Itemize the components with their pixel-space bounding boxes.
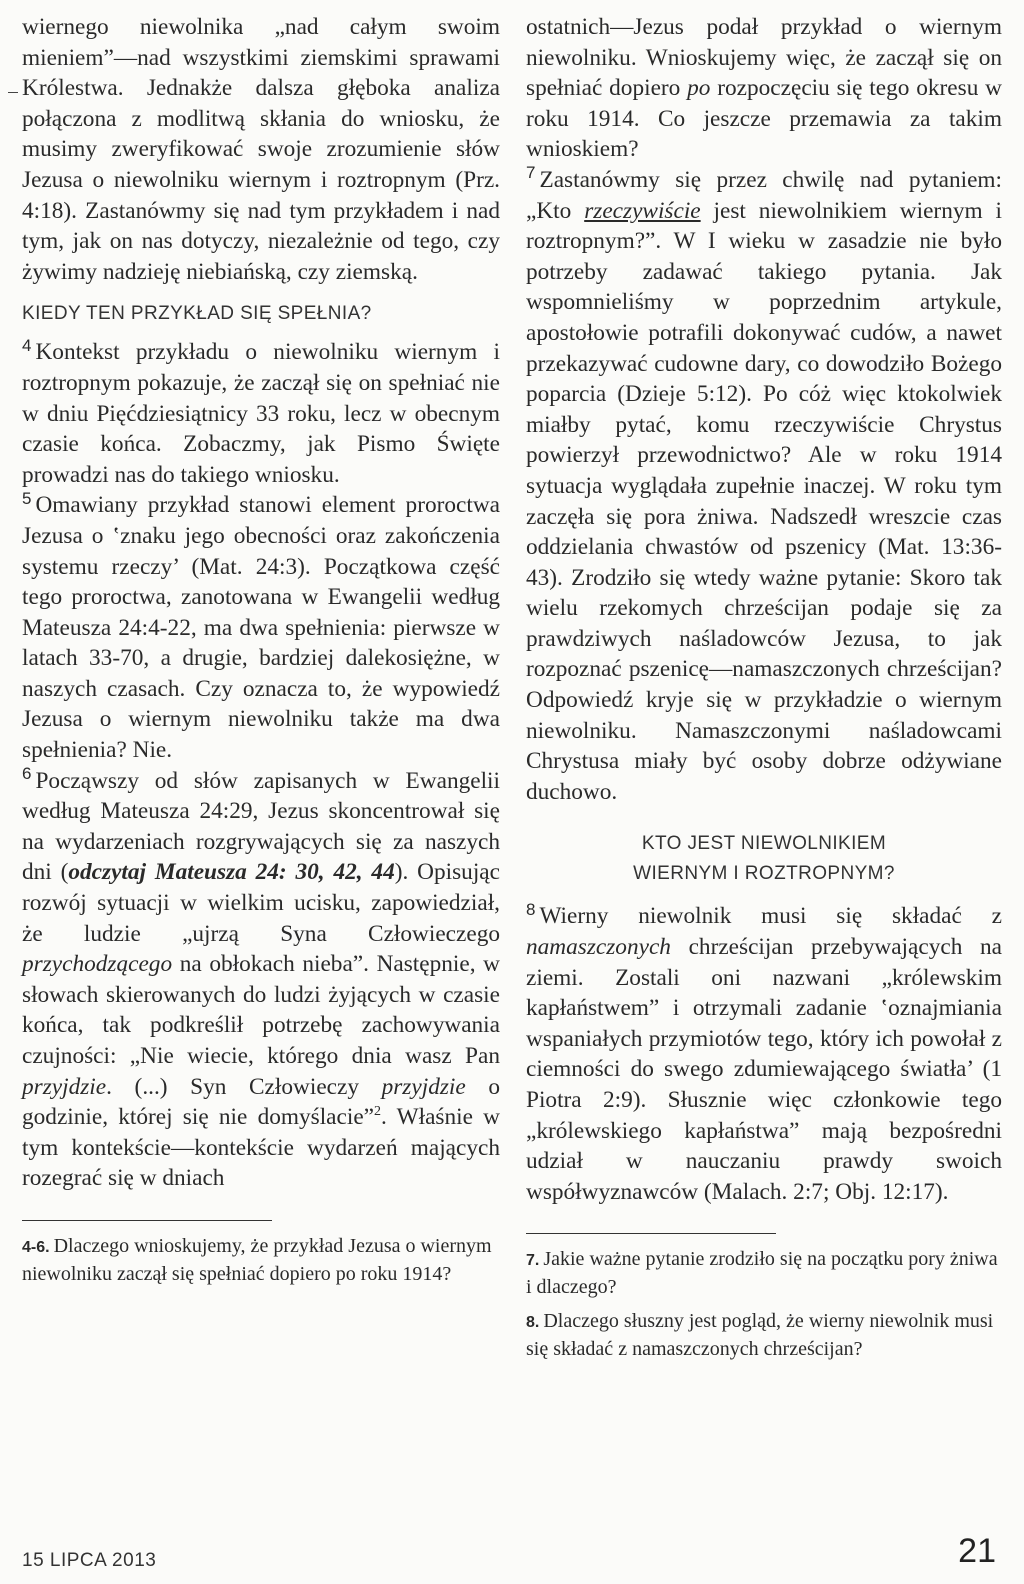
- paragraph-number: 8: [526, 899, 536, 919]
- question-divider: [22, 1220, 272, 1221]
- review-question-4-6: 4-6. Dlaczego wnioskujemy, że przykład Jezusa o wiernym niewolniku zaczął się spełniać dopiero po roku 1914?: [22, 1234, 492, 1285]
- page-number: 21: [958, 1532, 996, 1570]
- paragraph-continued: wiernego niewolnika „nad całym swoim mieniem”—nad wszystkimi ziemskimi sprawami Królestwa. Jednakże dalsza głęboka analiza połączona z modlitwą skłania do wniosku, że musimy zweryfikować swoje zrozumienie słów Jezusa o niewolniku wiernym i roztropnym (Prz. 4:18). Zastanówmy się nad tym przykładem i nad tym, jak on nas dotyczy, niezależnie od tego, czy żywimy nadzieję niebiańską, czy ziemską.: [22, 14, 500, 285]
- issue-date: 15 LIPCA 2013: [22, 1550, 157, 1571]
- section-heading-who: KTO JEST NIEWOLNIKIEM WIERNYM I ROZTROPNYM?: [633, 833, 895, 885]
- margin-mark: [8, 92, 18, 93]
- paragraph-6: $^6$ Począwszy od słów zapisanych w Ewangelii według Mateusza 24:29, Jezus skoncentrował się na wydarzeniach rozgrywających się za naszych dni (odczytaj Mateusza 24: 30, 42, 44). Opisując rozwój sytuacji w wielkim ucisku, zapowiedział, że ludzie „ujrzą Syna Człowieczego przychodzącego na obłokach nieba”. Następnie, w słowach skierowanych do ludzi żyjących w czasie końca, tak podkreślił potrzebę zachowywania czujności: „Nie wiecie, którego dnia wasz Pan przyjdzie. (...) Syn Człowieczy przyjdzie o godzinie, której się nie domyślacie”$^2$. Właśnie w tym kontekście—kontekście wydarzeń mających rozegrać się w dniach: [22, 763, 500, 1192]
- paragraph-number: 6: [22, 763, 32, 783]
- footnote-marker: 2: [374, 1104, 382, 1120]
- paragraph-number: 5: [22, 488, 32, 508]
- paragraph-4: $^4$ Kontekst przykładu o niewolniku wiernym i roztropnym pokazuje, że zaczął się on spełniać nie w dniu Pięćdziesiątnicy 33 roku, lecz w obecnym czasie końca. Zobaczmy, jak Pismo Święte prowadzi nas do takiego wniosku.: [22, 335, 500, 488]
- paragraph-7: $^7$ Zastanówmy się przez chwilę nad pytaniem: „Kto rzeczywiście jest niewolnikiem wiernym i roztropnym?”. W I wieku w zasadzie nie było potrzeby zadawać takiego pytania. Jak wspomnieliśmy w poprzednim artykule, apostołowie potrafili dokonywać cudów, a nawet przekazywać cudowne dary, co dowodziło Bożego poparcia (Dzieje 5:12). Po cóż więc ktokolwiek miałby pytać, komu rzeczywiście Chrystus powierzył przewodnictwo? Ale w roku 1914 sytuacja wyglądała zupełnie inaczej. W roku tym zaczęła się pora żniwa. Nadszedł wreszcie czas oddzielania chwastów od pszenicy (Mat. 13:36-43). Zrodziło się wtedy ważne pytanie: Skoro tak wielu rzekomych chrześcijan podaje się za prawdziwych naśladowców Jezusa, to jak rozpoznać pszenicę—namaszczonych chrześcijan? Odpowiedź kryje się w przykładzie o wiernym niewolniku. Namaszczonymi naśladowcami Chrystusa miały być osoby dobrze odżywiane duchowo.: [526, 163, 1002, 805]
- paragraph-8: $^8$ Wierny niewolnik musi się składać z namaszczonych chrześcijan przebywających na ziemi. Zostali oni nazwani „królewskim kapłaństwem” i otrzymali zadanie ‛oznajmiania wspaniałych przymiotów tego, który ich powołał z ciemności do swego zdumiewającego światła’ (1 Piotra 2:9). Słusznie więc członkowie tego „królewskiego kapłaństwa” mają bezpośredni udział w nauczaniu prawdy swoich współwyznawców (Malach. 2:7; Obj. 12:17).: [526, 899, 1002, 1205]
- left-column: [22, 12, 500, 1295]
- paragraph-number: 7: [526, 163, 536, 183]
- paragraph-5: $^5$ Omawiany przykład stanowi element proroctwa Jezusa o ‛znaku jego obecności oraz zakończenia systemu rzeczy’ (Mat. 24:3). Początkowa część tego proroctwa, zanotowana w Ewangelii według Mateusza 24:4-22, ma dwa spełnienia: pierwsze w latach 33-70, a drugie, bardziej dalekosiężne, w naszych czasach. Czy oznacza to, że wypowiedź Jezusa o wiernym niewolniku także ma dwa spełnienia? Nie.: [22, 488, 500, 764]
- right-column: [526, 12, 1002, 1370]
- paragraph-continued-right: ostatnich—Jezus podał przykład o wiernym niewolniku. Wnioskujemy więc, że zaczął się on spełniać dopiero po rozpoczęciu się tego okresu w roku 1914. Co jeszcze przemawia za takim wnioskiem?: [526, 14, 1002, 163]
- section-heading-when: KIEDY TEN PRZYKŁAD SIĘ SPEŁNIA?: [22, 303, 372, 325]
- review-question-7: 7. Jakie ważne pytanie zrodziło się na początku pory żniwa i dlaczego?: [526, 1248, 998, 1299]
- scripture-reference: odczytaj Mateusza 24: 30, 42, 44: [68, 859, 395, 886]
- question-divider: [526, 1233, 776, 1234]
- review-question-8: 8. Dlaczego słuszny jest pogląd, że wierny niewolnik musi się składać z namaszczonych chrześcijan?: [526, 1310, 994, 1361]
- paragraph-number: 4: [22, 335, 32, 355]
